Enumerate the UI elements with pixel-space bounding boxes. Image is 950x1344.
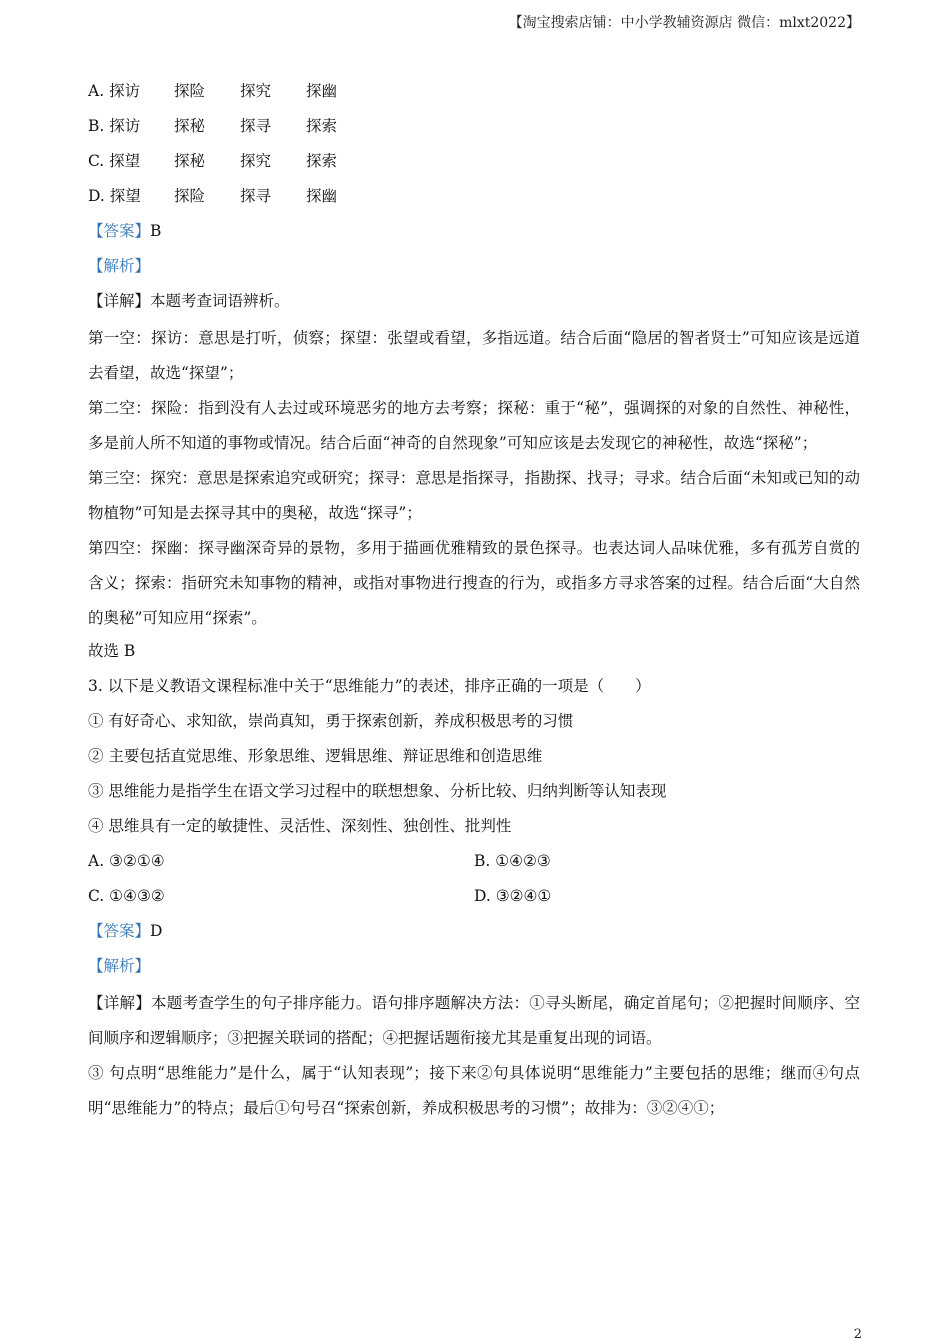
q2-option-c: C. 探望 探秘 探究 探索 bbox=[88, 152, 338, 170]
q2-paragraph-4: 第四空：探幽：探寻幽深奇异的景物，多用于描画优雅精致的景色探寻。也表达词人品味优雅，多有孤芳自赏的含义；探索：指研究未知事物的精神，或指对事物进行搜查的行为，或指多方寻求答案的过程。结合后面“大自然的奥秘”可知应用“探索”。 bbox=[88, 539, 860, 627]
q2-conclusion: 故选 B bbox=[88, 642, 136, 660]
q2-option-b: B. 探访 探秘 探寻 探索 bbox=[88, 117, 338, 135]
q3-options-row-2 bbox=[88, 881, 860, 916]
q2-option-a: A. 探访 探险 探究 探幽 bbox=[88, 82, 338, 100]
q3-stem: 3. 以下是义教语文课程标准中关于“思维能力”的表述，排序正确的一项是（ ） bbox=[88, 677, 651, 695]
q3-option-d: D. ③②④① bbox=[474, 887, 552, 905]
q2-analysis-heading: 【解析】 bbox=[88, 257, 151, 275]
q2-paragraph-1: 第一空：探访：意思是打听，侦察；探望：张望或看望，多指远道。结合后面“隐居的智者贤士”可知应该是远道去看望，故选“探望”； bbox=[88, 329, 860, 382]
q3-answer bbox=[88, 916, 860, 951]
answer-value: D bbox=[150, 922, 163, 940]
q3-item-4: ④ 思维具有一定的敏捷性、灵活性、深刻性、独创性、批判性 bbox=[88, 817, 512, 835]
document-body bbox=[88, 76, 860, 1126]
q2-option-d: D. 探望 探险 探寻 探幽 bbox=[88, 187, 338, 205]
q2-detail: 【详解】本题考查词语辨析。 bbox=[88, 292, 290, 310]
q3-option-c: C. ①④③② bbox=[88, 887, 165, 905]
q2-paragraph-3: 第三空：探究：意思是探索追究或研究；探寻：意思是指探寻，指勘探、找寻；寻求。结合后面“未知或已知的动物植物”可知是去探寻其中的奥秘，故选“探寻”； bbox=[88, 469, 860, 522]
q2-paragraph-2: 第二空：探险：指到没有人去过或环境恶劣的地方去考察；探秘：重于“秘”，强调探的对象的自然性、神秘性，多是前人所不知道的事物或情况。结合后面“神奇的自然现象”可知应该是去发现它的神秘性，故选“探秘”； bbox=[88, 399, 860, 452]
answer-tag: 【答案】 bbox=[88, 222, 151, 240]
q3-item-2: ② 主要包括直觉思维、形象思维、逻辑思维、辩证思维和创造思维 bbox=[88, 747, 543, 765]
q3-detail: 【详解】本题考查学生的句子排序能力。语句排序题解决方法：①寻头断尾，确定首尾句；②把握时间顺序、空间顺序和逻辑顺序；③把握关联词的搭配；④把握话题衔接尤其是重复出现的词语。 bbox=[88, 994, 860, 1047]
q3-explanation: ③ 句点明“思维能力”是什么，属于“认知表现”；接下来②句具体说明“思维能力”主要包括的思维；继而④句点明“思维能力”的特点；最后①句号召“探索创新，养成积极思考的习惯”；故排为：③②④①； bbox=[88, 1064, 860, 1117]
page-header: 【淘宝搜索店铺：中小学教辅资源店 微信：mlxt2022】 bbox=[508, 15, 860, 31]
q3-option-b: B. ①④②③ bbox=[474, 852, 551, 870]
page-number: 2 bbox=[853, 1327, 862, 1342]
answer-value: B bbox=[150, 222, 162, 240]
q3-item-1: ① 有好奇心、求知欲，崇尚真知，勇于探索创新，养成积极思考的习惯 bbox=[88, 712, 574, 730]
q3-analysis-heading: 【解析】 bbox=[88, 957, 151, 975]
q3-option-a: A. ③②①④ bbox=[88, 852, 165, 870]
q3-item-3: ③ 思维能力是指学生在语文学习过程中的联想想象、分析比较、归纳判断等认知表现 bbox=[88, 782, 667, 800]
answer-tag: 【答案】 bbox=[88, 922, 151, 940]
q3-options-row-1 bbox=[88, 846, 860, 881]
q2-answer bbox=[88, 216, 860, 251]
